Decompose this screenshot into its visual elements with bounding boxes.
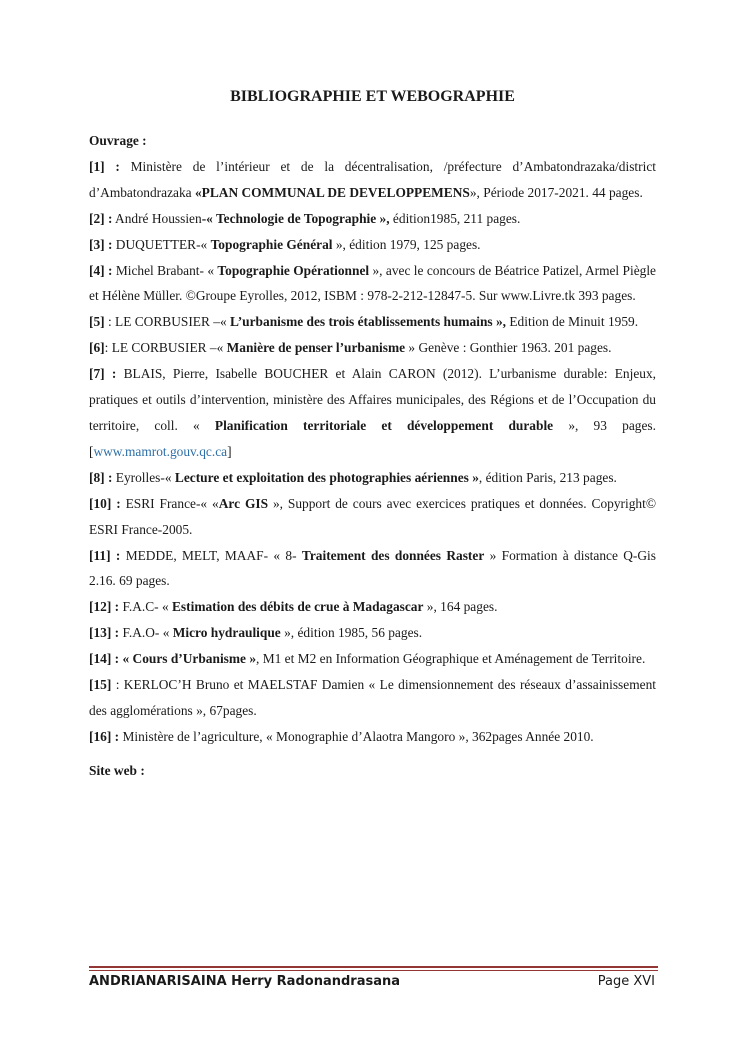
reference-number: [5] [89,314,105,330]
reference-number: [14] : [89,651,120,667]
reference-6: [6]: LE CORBUSIER –« Manière de penser l’urbanisme » Genève : Gonthier 1963. 201 pages. [89,340,612,356]
reference-1: [1] : Ministère de l’intérieur et de la décentralisation, /préfecture d’Ambatondrazaka/district d’Ambatondrazaka «PLAN COMMUNAL DE DEVELOPPEMENS», Période 2017-2021. 44 pages. [89,158,656,200]
reference-11: [11] : MEDDE, MELT, MAAF- « 8- Traitement des données Raster » Formation à distance Q-Gis 2.16. 69 pages. [89,547,656,589]
reference-number: [12] : [89,599,120,615]
page-number: Page XVI [597,974,655,989]
reference-7: [7] : BLAIS, Pierre, Isabelle BOUCHER et Alain CARON (2012). L’urbanisme durable: Enjeux, pratiques et outils d’intervention, ministère des Affaires municipales, des Régions et de l’Occupation du territoire, coll. « Planification territoriale et développement durable », 93 pages. [www.mamrot.gouv.qc.ca] [89,366,657,459]
reference-number: [2] : [89,210,113,226]
page-title: BIBLIOGRAPHIE ET WEBOGRAPHIE [230,88,515,105]
reference-number: [1] : [89,158,120,174]
reference-number: [3] : [89,236,113,252]
reference-13: [13] : F.A.O- « Micro hydraulique », édition 1985, 56 pages. [89,625,423,641]
reference-12: [12] : F.A.C- « Estimation des débits de crue à Madagascar », 164 pages. [89,599,498,615]
reference-link[interactable]: www.mamrot.gouv.qc.ca [93,443,228,459]
reference-4: [4] : Michel Brabant- « Topographie Opérationnel », avec le concours de Béatrice Patizel, Armel Piègle et Hélène Müller. ©Groupe Eyrolles, 2012, ISBM : 978-2-212-12847-5. Sur www.Livre.tk 393 pages. [89,262,656,304]
reference-number: [8] : [89,469,113,485]
reference-14: [14] : « Cours d’Urbanisme », M1 et M2 en Information Géographique et Aménagement de Territoire. [89,651,646,667]
footer-author: ANDRIANARISAINA Herry Radonandrasana [89,974,401,989]
reference-number: [16] : [89,728,120,744]
reference-5: [5] : LE CORBUSIER –« L’urbanisme des trois établissements humains », Edition de Minuit 1959. [89,314,639,330]
reference-number: [4] : [89,262,113,278]
footer-divider-thin [89,970,658,971]
reference-10: [10] : ESRI France-« «Arc GIS », Support de cours avec exercices pratiques et données. Copyright© ESRI France-2005. [89,495,657,537]
reference-number: [10] : [89,495,121,511]
reference-number: [13] : [89,625,120,641]
reference-2: [2] : André Houssien-« Technologie de Topographie », édition1985, 211 pages. [89,210,521,226]
reference-16: [16] : Ministère de l’agriculture, « Monographie d’Alaotra Mangoro », 362pages Année 2010. [89,728,594,744]
bibliography-content [89,128,656,784]
site-web-heading: Site web : [89,762,145,778]
reference-number: [15] [89,677,112,693]
footer-divider [89,966,658,968]
reference-number: [6] [89,340,105,356]
ouvrage-heading: Ouvrage : [89,133,147,148]
reference-8: [8] : Eyrolles-« Lecture et exploitation des photographies aériennes », édition Paris, 213 pages. [89,469,617,485]
reference-15: [15] : KERLOC’H Bruno et MAELSTAF Damien « Le dimensionnement des réseaux d’assainissement des agglomérations », 67pages. [89,677,656,718]
reference-number: [11] : [89,547,121,563]
reference-number: [7] : [89,366,117,382]
reference-3: [3] : DUQUETTER-« Topographie Général », édition 1979, 125 pages. [89,236,481,252]
